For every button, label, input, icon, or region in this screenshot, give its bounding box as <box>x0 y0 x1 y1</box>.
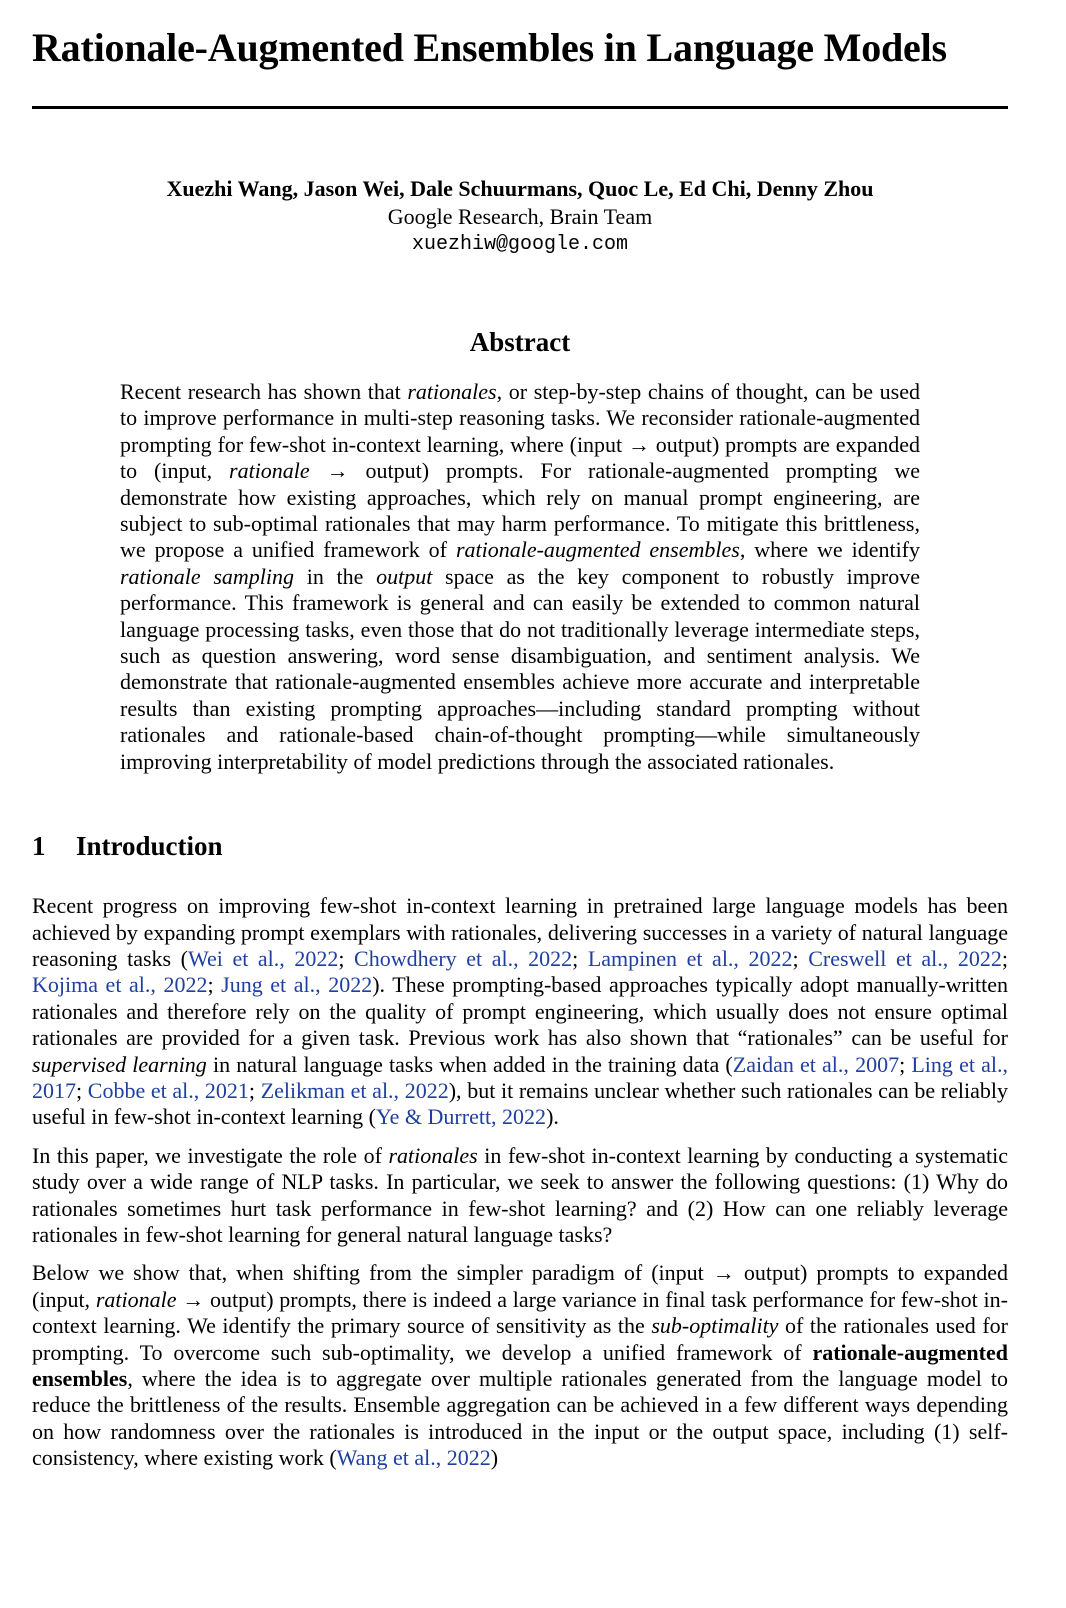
body-text: ; <box>1001 945 1008 971</box>
citation-link[interactable]: Zaidan et al., 2007 <box>732 1051 900 1077</box>
section-title: Introduction <box>76 831 223 862</box>
citation-link[interactable]: Wang et al., 2022 <box>336 1445 491 1471</box>
body-text: ). These prompting-based approaches typically adopt manually-written rationales and therefore rely on the quality of prompt engineering, which usually does not ensure optimal rationales are provided for a given task. Previous work has also shown that “rationales” can be useful for <box>32 972 1008 1051</box>
body-emphasis: supervised learning <box>32 1051 207 1077</box>
citation-link[interactable]: Lampinen et al., 2022 <box>587 945 793 971</box>
body-text: ; <box>338 945 355 971</box>
abstract-text: in the <box>294 563 377 589</box>
paper-title: Rationale-Augmented Ensembles in Language Models <box>32 25 947 70</box>
citation-link[interactable]: Jung et al., 2022 <box>221 972 373 998</box>
abstract-emphasis: rationales <box>407 379 497 404</box>
citation-link[interactable]: Zelikman et al., 2022 <box>260 1077 449 1103</box>
citation-link[interactable]: Cobbe et al., 2021 <box>87 1077 249 1103</box>
author-names: Xuezhi Wang, Jason Wei, Dale Schuurmans, Quoc Le, Ed Chi, Denny Zhou <box>166 176 874 201</box>
citation-link[interactable]: Ye & Durrett, 2022 <box>375 1104 547 1130</box>
abstract-emphasis: rationale <box>229 458 310 484</box>
abstract-heading: Abstract <box>469 327 571 357</box>
body-text: ; <box>76 1077 88 1103</box>
abstract-emphasis: rationale-augmented ensembles <box>455 537 740 563</box>
body-text: in few-shot in-context learning by conducting a systematic study over a wide range of NLP tasks. In particular, we seek to answer the following questions: (1) Why do rationales sometimes hurt task performance in few-shot learning? and (2) How can one reliably leverage rationales in few-shot learning for general natural language tasks? <box>32 1142 1008 1247</box>
abstract-text: , where we identify <box>739 537 921 563</box>
body-emphasis: rationale <box>95 1286 177 1312</box>
intro-paragraph-1 <box>32 893 1008 1131</box>
citation-link[interactable]: Ling et al., 2017 <box>32 1051 1008 1103</box>
body-text: ; <box>572 945 588 971</box>
abstract-text: space as the key component to robustly improve performance. This framework is general and can easily be extended to common natural language processing tasks, even those that do not traditionally leverage intermediate steps, such as question answering, word sense disambiguation, and sentiment analysis. We demonstrate that rationale-augmented ensembles achieve more accurate and interpretable results than existing prompting approaches—including standard prompting without rationales and rationale-based chain-of-thought prompting—while simultaneously improving interpretability of model predictions through the associated rationales. <box>120 563 920 774</box>
body-text: ). <box>546 1104 559 1130</box>
body-bold: rationale-augmented ensembles <box>32 1339 1008 1391</box>
intro-paragraph-3 <box>32 1260 1008 1471</box>
author-email: xuezhiw@google.com <box>411 233 629 256</box>
section-number: 1 <box>32 831 46 862</box>
intro-paragraph-2 <box>32 1143 1008 1249</box>
body-text: In this paper, we investigate the role of <box>32 1142 389 1168</box>
citation-link[interactable]: Creswell et al., 2022 <box>808 945 1002 971</box>
citation-link[interactable]: Kojima et al., 2022 <box>32 972 208 998</box>
body-text: Recent progress on improving few-shot in-context learning in pretrained large language models has been achieved by expanding prompt exemplars with rationales, delivering successes in a variety of natural language reasoning tasks ( <box>32 893 1008 971</box>
title-rule <box>32 106 1008 109</box>
abstract-emphasis: output <box>376 563 433 589</box>
abstract-emphasis: rationale sampling <box>120 563 295 589</box>
abstract-text: Recent research has shown that <box>120 379 408 404</box>
affiliation: Google Research, Brain Team <box>387 204 653 229</box>
body-text: ) <box>490 1445 499 1471</box>
body-text: ; <box>248 1077 261 1103</box>
paper-page <box>32 20 1008 1472</box>
body-text: ; <box>207 972 222 998</box>
author-block <box>32 175 1008 259</box>
body-text: Below we show that, when shifting from the simpler paradigm of (input → output) prompts to expanded (input, <box>32 1260 1008 1312</box>
body-text: ; <box>792 945 809 971</box>
citation-link[interactable]: Chowdhery et al., 2022 <box>354 945 573 971</box>
body-text: ; <box>899 1051 912 1077</box>
body-text: of the rationales used for prompting. To overcome such sub-optimality, we develop a unified framework of <box>32 1313 1009 1365</box>
abstract-text: → output) prompts. For rationale-augmented prompting we demonstrate how existing approaches, which rely on manual prompt engineering, are subject to sub-optimal rationales that may harm performance. To mitigate this brittleness, we propose a unified framework of <box>120 458 920 563</box>
body-emphasis: rationales <box>388 1142 478 1168</box>
abstract-text: , or step-by-step chains of thought, can be used to improve performance in multi-step reasoning tasks. We reconsider rationale-augmented prompting for few-shot in-context learning, where (input → output) prompts are expanded to (input, <box>120 379 920 484</box>
citation-link[interactable]: Wei et al., 2022 <box>188 945 339 971</box>
section-heading <box>32 829 1008 863</box>
body-text: → output) prompts, there is indeed a large variance in final task performance for few-shot in-context learning. We identify the primary source of sensitivity as the <box>32 1286 1008 1339</box>
abstract-body <box>120 379 920 775</box>
body-text: ), but it remains unclear whether such rationales can be reliably useful in few-shot in-context learning ( <box>32 1077 1008 1130</box>
body-text: in natural language tasks when added in the training data ( <box>206 1051 733 1077</box>
body-text: , where the idea is to aggregate over multiple rationales generated from the language model to reduce the brittleness of the results. Ensemble aggregation can be achieved in a few different ways depending on how randomness over the rationales is introduced in the input or the output space, including (1) self-consistency, where existing work ( <box>32 1366 1008 1471</box>
body-emphasis: sub-optimality <box>651 1313 779 1339</box>
